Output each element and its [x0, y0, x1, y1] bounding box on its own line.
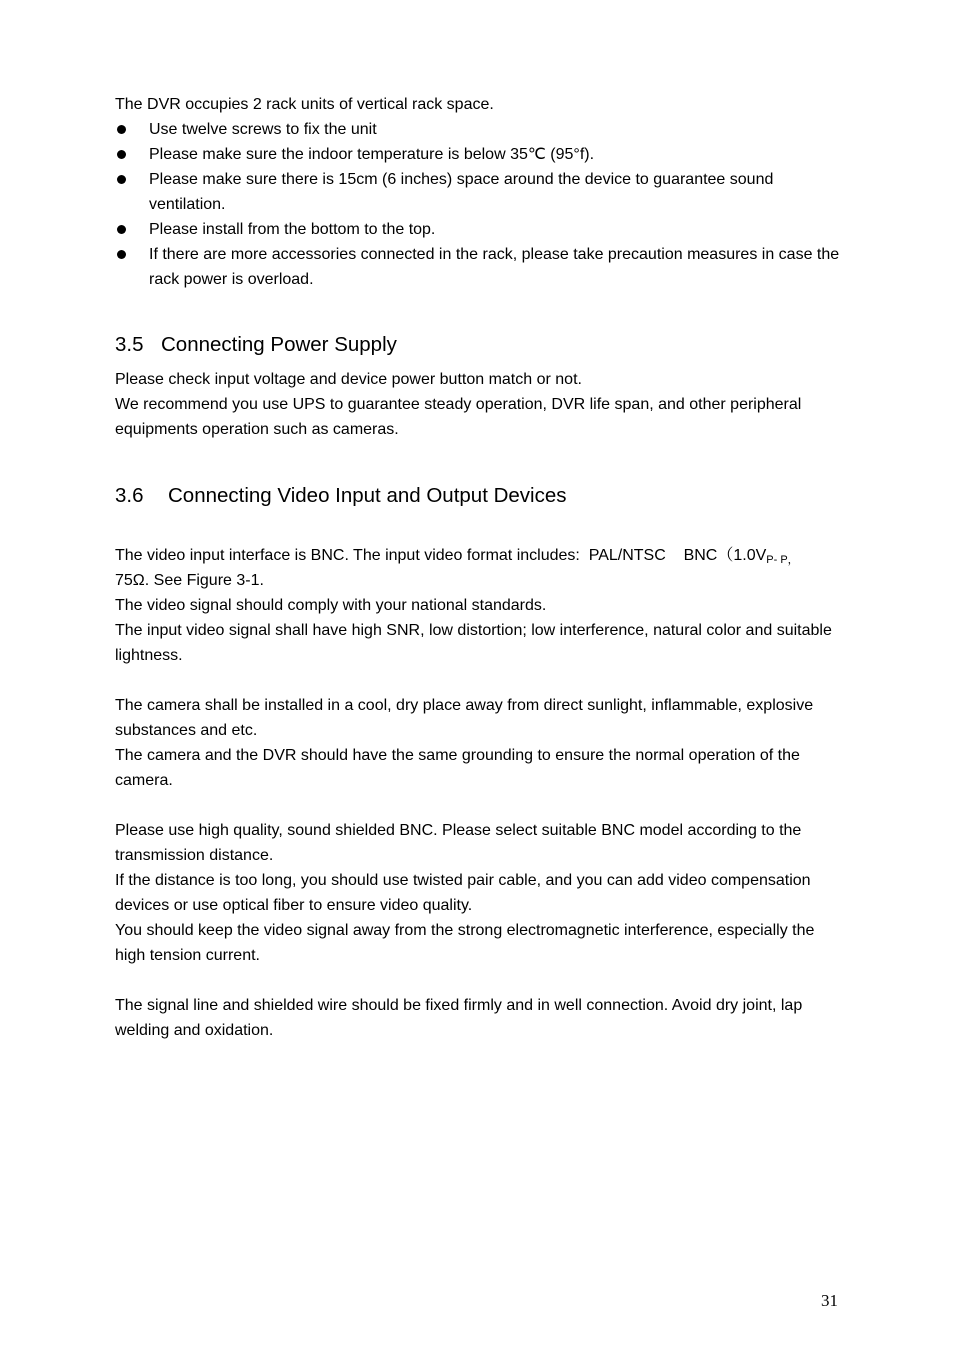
- rack-intro: The DVR occupies 2 rack units of vertical rack space.: [115, 96, 494, 113]
- list-item-text: If there are more accessories connected in the rack, please take precaution measures in case the rack power is overload.: [149, 246, 840, 288]
- document-page: [115, 92, 843, 1043]
- list-item: [115, 242, 843, 292]
- paragraph: If the distance is too long, you should use twisted pair cable, and you can add video compensation devices or use optical fiber to ensure video quality.: [115, 872, 811, 914]
- voltage-subscript: P- P，: [766, 554, 799, 566]
- list-item-text: Use twelve screws to fix the unit: [149, 121, 377, 138]
- list-item-text: Please make sure there is 15cm (6 inches) space around the device to guarantee sound ventilation.: [149, 171, 774, 213]
- paragraph: The signal line and shielded wire should be fixed firmly and in well connection. Avoid dry joint, lap welding and oxidation.: [115, 997, 803, 1039]
- bullet-icon: [117, 225, 126, 234]
- list-item: [115, 217, 843, 242]
- paragraph: The video signal should comply with your national standards.: [115, 597, 547, 614]
- list-item: [115, 167, 843, 217]
- paragraph-gap: [115, 793, 843, 818]
- video-interface-paragraph: [115, 543, 843, 593]
- bullet-icon: [117, 250, 126, 259]
- interface-text: The video input interface is BNC. The input video format includes: PAL/NTSC BNC（1.0V: [115, 547, 767, 564]
- interface-text-end: 75Ω. See Figure 3-1.: [115, 572, 264, 589]
- bullet-icon: [117, 150, 126, 159]
- page-number: 31: [821, 1291, 838, 1310]
- bullet-icon: [117, 125, 126, 134]
- paragraph: You should keep the video signal away from the strong electromagnetic interference, especially the high tension current.: [115, 922, 815, 964]
- rack-bullet-list: [115, 117, 843, 292]
- list-item-text: Please make sure the indoor temperature is below 35℃ (95°f).: [149, 146, 595, 163]
- paragraph: Please check input voltage and device power button match or not.: [115, 371, 582, 388]
- list-item-text: Please install from the bottom to the top.: [149, 221, 436, 238]
- section-number: 3.6: [115, 484, 144, 507]
- list-item: [115, 142, 843, 167]
- section-heading-3-5: [115, 331, 843, 359]
- paragraph-gap: [115, 968, 843, 993]
- section-heading-3-6: [115, 482, 843, 510]
- paragraph-gap: [115, 668, 843, 693]
- section-number: 3.5: [115, 333, 144, 356]
- paragraph: The camera and the DVR should have the same grounding to ensure the normal operation of the camera.: [115, 747, 800, 789]
- paragraph: The camera shall be installed in a cool, dry place away from direct sunlight, inflammable, explosive substances and etc.: [115, 697, 814, 739]
- section-title: Connecting Video Input and Output Devices: [168, 484, 567, 507]
- list-item: [115, 117, 843, 142]
- section-title: Connecting Power Supply: [161, 333, 397, 356]
- paragraph: Please use high quality, sound shielded BNC. Please select suitable BNC model according to the transmission distance.: [115, 822, 802, 864]
- paragraph: The input video signal shall have high SNR, low distortion; low interference, natural color and suitable lightness.: [115, 622, 832, 664]
- bullet-icon: [117, 175, 126, 184]
- paragraph: We recommend you use UPS to guarantee steady operation, DVR life span, and other peripheral equipments operation such as cameras.: [115, 396, 802, 438]
